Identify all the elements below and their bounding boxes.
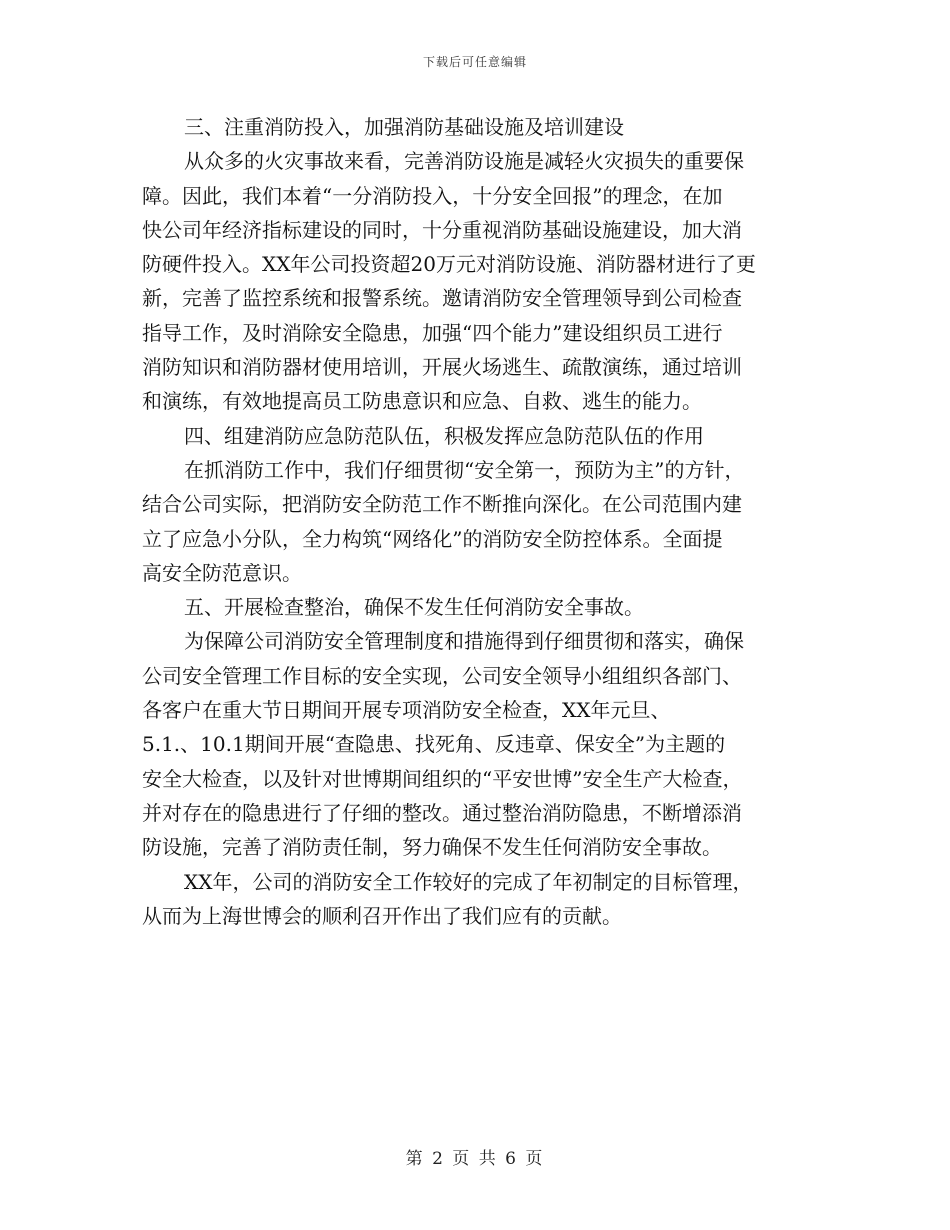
paragraph-line: 5.1.、10.1期间开展“查隐患、找死角、反违章、保安全”为主题的 — [142, 732, 726, 757]
paragraph-line: XX年，公司的消防安全工作较好的完成了年初制定的目标管理， — [184, 869, 753, 894]
paragraph-line: 各客户在重大节日期间开展专项消防安全检查，XX年元旦、 — [142, 698, 671, 723]
section-heading: 三、注重消防投入，加强消防基础设施及培训建设 — [184, 115, 624, 139]
paragraph-line: 在抓消防工作中，我们仔细贯彻“安全第一，预防为主”的方针， — [184, 457, 745, 482]
page-header: 下载后可任意编辑 — [422, 55, 527, 69]
section-heading: 五、开展检查整治，确保不发生任何消防安全事故。 — [184, 595, 644, 620]
paragraph-line: 从而为上海世博会的顺利召开作出了我们应有的贡献。 — [142, 903, 622, 928]
document-body — [142, 110, 810, 933]
paragraph-line: 高安全防范意识。 — [142, 560, 302, 585]
paragraph-line: 从众多的火灾事故来看，完善消防设施是减轻火灾损失的重要保 — [184, 149, 744, 174]
paragraph-line: 指导工作，及时消除安全隐患，加强“四个能力”建设组织员工进行 — [142, 320, 723, 345]
paragraph-line: 并对存在的隐患进行了仔细的整改。通过整治消防隐患，不断增添消 — [142, 800, 742, 825]
page-number-footer: 第 2 页 共 6 页 — [405, 1149, 545, 1169]
paragraph-line: 防设施，完善了消防责任制，努力确保不发生任何消防安全事故。 — [142, 835, 722, 860]
paragraph-line: 新，完善了监控系统和报警系统。邀请消防安全管理领导到公司检查 — [142, 286, 742, 311]
paragraph-line: 障。因此，我们本着“一分消防投入，十分安全回报”的理念，在加 — [142, 183, 723, 208]
paragraph-line: 结合公司实际，把消防安全防范工作不断推向深化。在公司范围内建 — [142, 492, 742, 517]
paragraph-line: 立了应急小分队，全力构筑“网络化”的消防安全防控体系。全面提 — [142, 526, 723, 551]
paragraph-line: 公司安全管理工作目标的安全实现，公司安全领导小组组织各部门、 — [142, 663, 742, 688]
paragraph-line: 消防知识和消防器材使用培训，开展火场逃生、疏散演练，通过培训 — [142, 355, 742, 380]
paragraph-line: 安全大检查，以及针对世博期间组织的“平安世博”安全生产大检查， — [142, 766, 743, 791]
paragraph-line: 防硬件投入。XX年公司投资超20万元对消防设施、消防器材进行了更 — [142, 252, 756, 277]
paragraph-line: 为保障公司消防安全管理制度和措施得到仔细贯彻和落实，确保 — [184, 629, 744, 654]
section-heading: 四、组建消防应急防范队伍，积极发挥应急防范队伍的作用 — [184, 423, 704, 448]
paragraph-line: 和演练，有效地提高员工防患意识和应急、自救、逃生的能力。 — [142, 389, 702, 414]
paragraph-line: 快公司年经济指标建设的同时，十分重视消防基础设施建设，加大消 — [142, 217, 742, 242]
